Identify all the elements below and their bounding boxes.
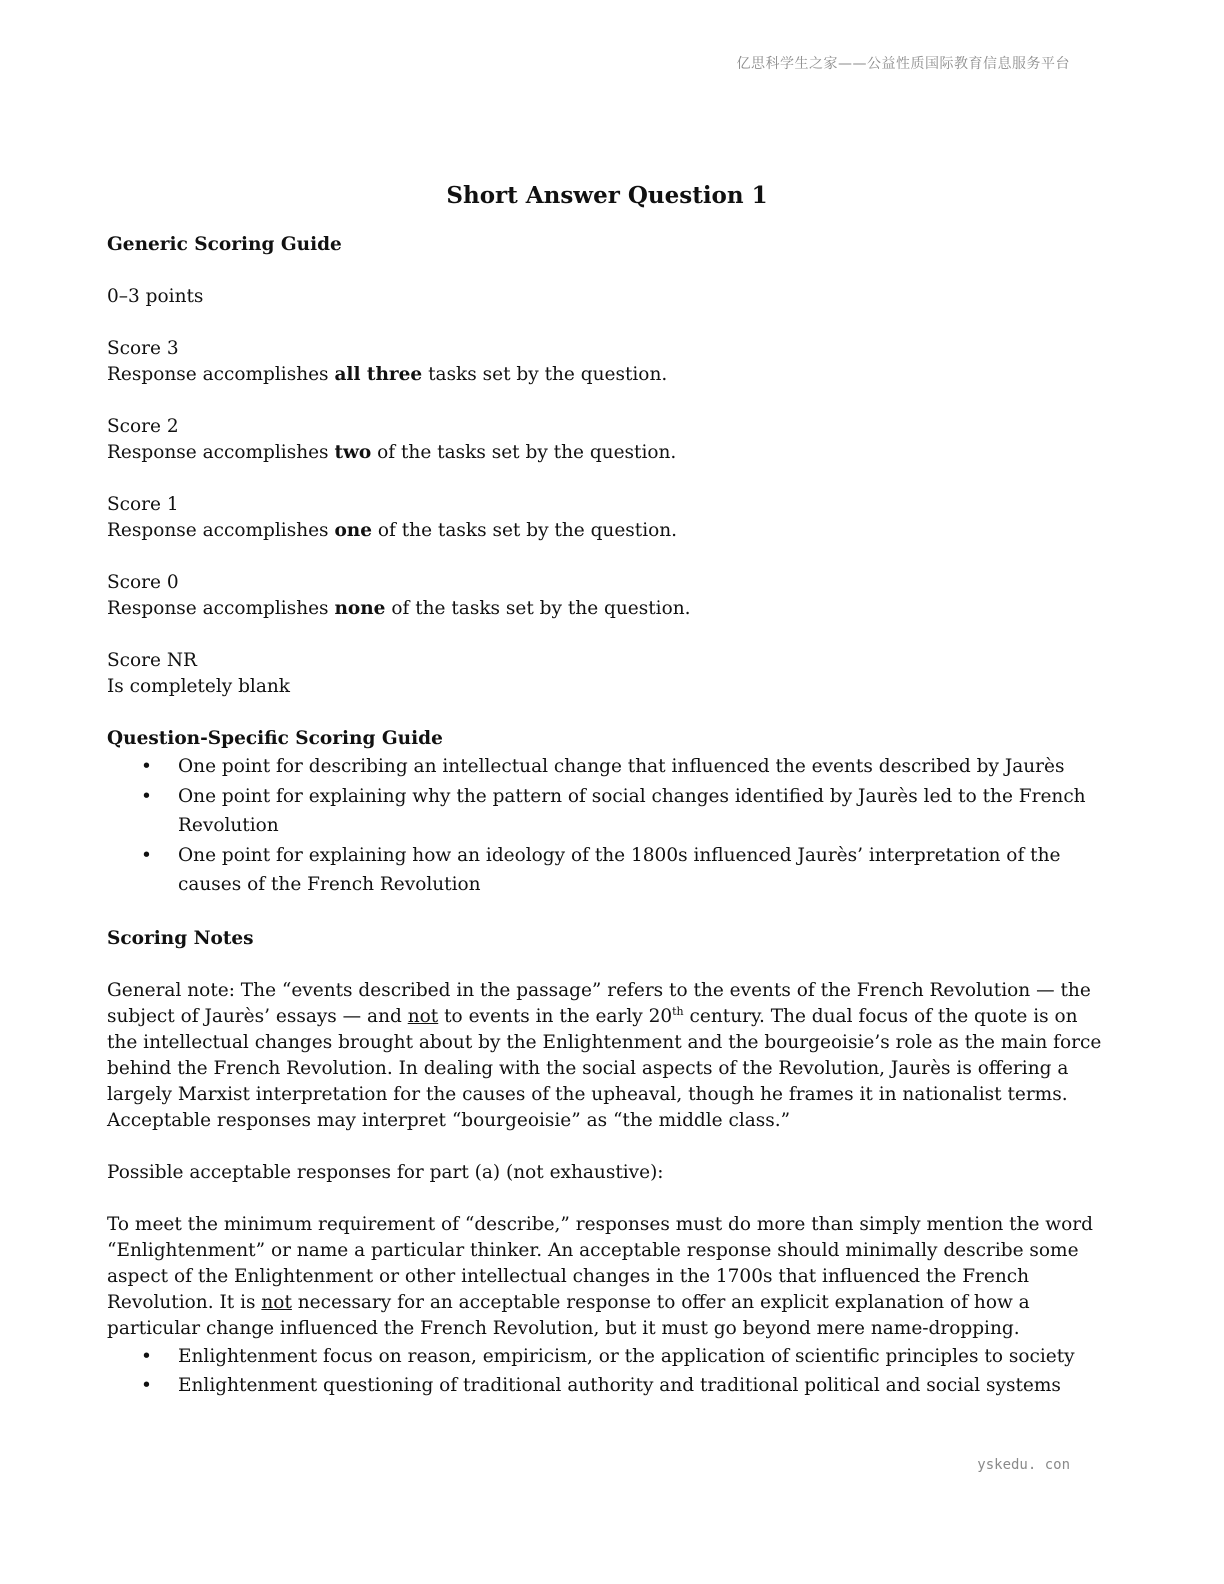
list-item: • Enlightenment focus on reason, empiricism, or the application of scientific principles to society xyxy=(107,1342,1107,1372)
emphasis-text: none xyxy=(334,598,386,619)
bullet-icon: • xyxy=(141,844,152,866)
specific-scoring-list xyxy=(107,752,1107,900)
possible-responses-intro: Possible acceptable responses for part (a) (not exhaustive): xyxy=(107,1161,664,1183)
bullet-icon: • xyxy=(141,1375,152,1396)
header-watermark: 亿思科学生之家——公益性质国际教育信息服务平台 xyxy=(736,56,1070,72)
scoring-notes-heading: Scoring Notes xyxy=(107,927,254,949)
bullet-icon: • xyxy=(141,1345,152,1367)
score-block-3 xyxy=(107,336,1107,388)
score-block-1 xyxy=(107,492,1107,544)
score-block-2 xyxy=(107,414,1107,466)
emphasis-text: two xyxy=(334,442,372,463)
score-label: Score 1 xyxy=(107,494,179,515)
page-title: Short Answer Question 1 xyxy=(446,182,768,209)
score-label: Score NR xyxy=(107,650,197,671)
bullet-icon: • xyxy=(141,756,152,777)
points-range: 0–3 points xyxy=(107,286,204,307)
list-item: • One point for explaining how an ideology of the 1800s influenced Jaurès’ interpretation of the causes of the French Revolution xyxy=(107,841,1107,900)
generic-scoring-heading: Generic Scoring Guide xyxy=(107,234,342,255)
list-item: • One point for explaining why the pattern of social changes identified by Jaurès led to the French Revolution xyxy=(107,782,1107,841)
list-item: • One point for describing an intellectual change that influenced the events described by Jaurès xyxy=(107,752,1107,782)
bullet-icon: • xyxy=(141,785,152,807)
list-item: • Enlightenment questioning of traditional authority and traditional political and social systems xyxy=(107,1371,1107,1401)
underlined-text: not xyxy=(261,1291,292,1313)
general-note: General note: The “events described in the passage” refers to the events of the French Revolution — the subject of Jaurès’ essays — and not to events in the early 20th century. The dual focus of the quote is on the intellectual changes brought about by the Enlightenment and the bourgeoisie’s role as the main force behind the French Revolution. In dealing with the social aspects of the Revolution, Jaurès is offering a largely Marxist interpretation for the causes of the upheaval, though he frames it in nationalist terms. Acceptable responses may interpret “bourgeoisie” as “the middle class.” xyxy=(107,979,1102,1131)
emphasis-text: all three xyxy=(334,364,423,385)
score-description: Response accomplishes all three tasks set by the question. xyxy=(107,364,668,385)
score-label: Score 3 xyxy=(107,338,179,359)
footer-watermark: yskedu. con xyxy=(977,1457,1070,1473)
score-description: Response accomplishes two of the tasks set by the question. xyxy=(107,442,677,463)
acceptable-responses-list xyxy=(107,1342,1107,1401)
score-description: Response accomplishes none of the tasks set by the question. xyxy=(107,598,691,619)
score-block-0 xyxy=(107,570,1107,622)
score-label: Score 2 xyxy=(107,416,179,437)
underlined-text: not xyxy=(407,1005,439,1027)
superscript-text: th xyxy=(672,1004,684,1018)
score-description: Response accomplishes one of the tasks set by the question. xyxy=(107,520,678,541)
score-description: Is completely blank xyxy=(107,676,290,697)
emphasis-text: one xyxy=(334,520,372,541)
score-label: Score 0 xyxy=(107,572,179,593)
document-body xyxy=(107,180,1107,1401)
score-block-nr xyxy=(107,648,1107,700)
minimum-requirement-note: To meet the minimum requirement of “describe,” responses must do more than simply mention the word “Enlightenment” or name a particular thinker. An acceptable response should minimally describe some aspect of the Enlightenment or other intellectual changes in the 1700s that influenced the French Revolution. It is not necessary for an acceptable response to offer an explicit explanation of how a particular change influenced the French Revolution, but it must go beyond mere name-dropping. xyxy=(107,1213,1093,1339)
specific-scoring-heading: Question-Specific Scoring Guide xyxy=(107,728,443,749)
